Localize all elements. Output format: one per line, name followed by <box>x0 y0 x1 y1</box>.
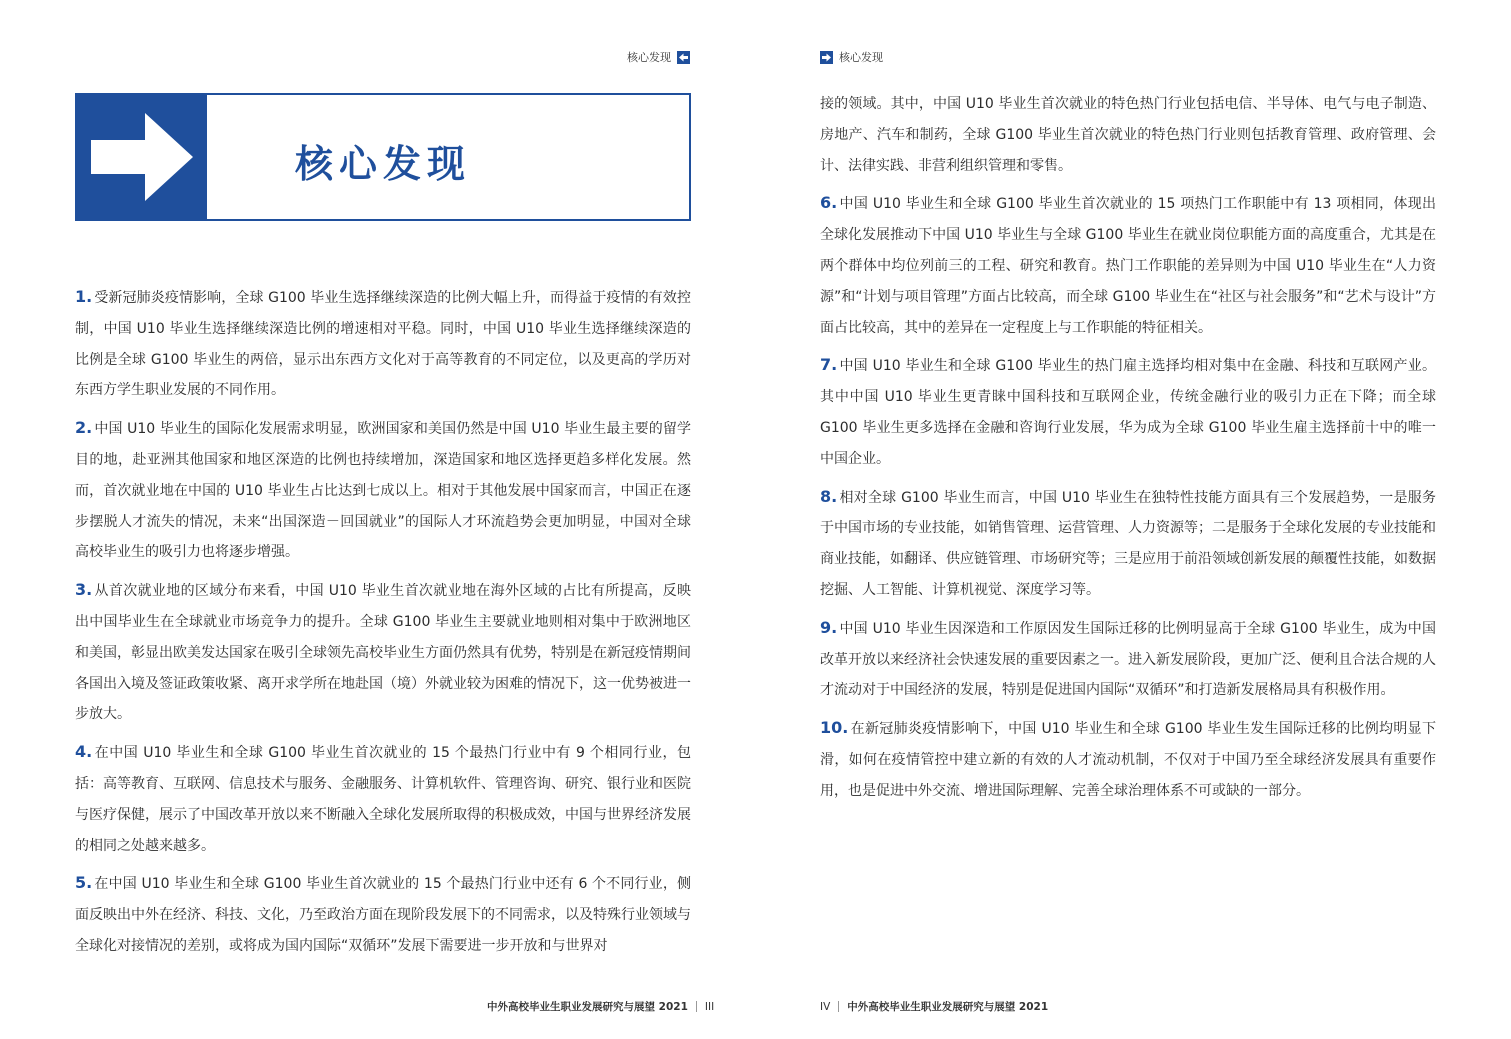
page-number: III <box>704 1000 715 1013</box>
findings-list-right <box>820 89 1436 814</box>
list-item <box>820 482 1436 606</box>
arrow-right-icon <box>77 95 207 219</box>
item-text: 中国 U10 毕业生因深造和工作原因发生国际迁移的比例明显高于全球 G100 毕业生，成为中国改革开放以来经济社会快速发展的重要因素之一。进入新发展阶段，更加广泛、便利且合法合规的人才流动对于中国经济的发展，特别是促进国内国际“双循环”和打造新发展格局具有积极作用。 <box>820 620 1436 699</box>
item-text: 受新冠肺炎疫情影响，全球 G100 毕业生选择继续深造的比例大幅上升，而得益于疫情的有效控制，中国 U10 毕业生选择继续深造比例的增速相对平稳。同时，中国 U10 毕业生选择继续深造的比例是全球 G100 毕业生的两倍，显示出东西方文化对于高等教育的不同定位，以及更高的学历对东西方学生职业发展的不同作用。 <box>75 290 691 399</box>
continuation-text: 接的领域。其中，中国 U10 毕业生首次就业的特色热门行业包括电信、半导体、电气与电子制造、房地产、汽车和制药，全球 G100 毕业生首次就业的特色热门行业则包括教育管理、政府管理、会计、法律实践、非营利组织管理和零售。 <box>820 96 1436 174</box>
page-footer-left <box>487 999 714 1014</box>
page-footer-right <box>820 999 1048 1014</box>
footer-divider <box>838 1001 839 1012</box>
running-header-right <box>820 49 883 65</box>
list-item <box>820 188 1436 343</box>
item-number: 8. <box>820 486 838 506</box>
running-header-text: 核心发现 <box>627 51 671 64</box>
footer-divider <box>696 1001 697 1012</box>
page-number: IV <box>820 1000 831 1013</box>
left-page <box>0 0 755 1039</box>
arrow-right-icon <box>820 51 833 64</box>
list-item <box>75 575 691 730</box>
list-item <box>75 413 691 568</box>
item-text: 在中国 U10 毕业生和全球 G100 毕业生首次就业的 15 个最热门行业中还有 6 个不同行业，侧面反映出中外在经济、科技、文化，乃至政治方面在现阶段发展下的不同需求，以及特殊行业领域与全球化对接情况的差别，或将成为国内国际“双循环”发展下需要进一步开放和与世界对 <box>75 876 691 954</box>
arrow-left-icon <box>677 51 690 64</box>
list-item <box>820 350 1436 474</box>
list-item <box>75 737 691 861</box>
item-text: 在新冠肺炎疫情影响下，中国 U10 毕业生和全球 G100 毕业生发生国际迁移的比例均明显下滑，如何在疫情管控中建立新的有效的人才流动机制，不仅对于中国乃至全球经济发展具有重要作用，也是促进中外交流、增进国际理解、完善全球治理体系不可或缺的一部分。 <box>820 721 1436 799</box>
item-text: 中国 U10 毕业生的国际化发展需求明显，欧洲国家和美国仍然是中国 U10 毕业生最主要的留学目的地，赴亚洲其他国家和地区深造的比例也持续增加，深造国家和地区选择更趋多样化发展。然而，首次就业地在中国的 U10 毕业生占比达到七成以上。相对于其他发展中国家而言，中国正在逐步摆脱人才流失的情况，未来“出国深造－回国就业”的国际人才环流趋势会更加明显，中国对全球高校毕业生的吸引力也将逐步增强。 <box>75 421 691 561</box>
item-number: 10. <box>820 718 849 738</box>
list-item <box>820 613 1436 706</box>
item-number: 7. <box>820 355 838 375</box>
footer-title: 中外高校毕业生职业发展研究与展望 2021 <box>847 1001 1049 1013</box>
footer-title: 中外高校毕业生职业发展研究与展望 2021 <box>487 1001 688 1013</box>
findings-list-left <box>75 282 691 969</box>
item-text: 从首次就业地的区域分布来看，中国 U10 毕业生首次就业地在海外区域的占比有所提高，反映出中国毕业生在全球就业市场竞争力的提升。全球 G100 毕业生主要就业地则相对集中于欧洲地区和美国，彰显出欧美发达国家在吸引全球领先高校毕业生方面仍然具有优势，特别是在新冠疫情期间各国出入境及签证政策收紧、离开求学所在地赴国（境）外就业较为困难的情况下，这一优势被进一步放大。 <box>75 583 691 723</box>
item-text: 相对全球 G100 毕业生而言，中国 U10 毕业生在独特性技能方面具有三个发展趋势，一是服务于中国市场的专业技能，如销售管理、运营管理、人力资源等；二是服务于全球化发展的专业技能和商业技能，如翻译、供应链管理、市场研究等；三是应用于前沿领域创新发展的颠覆性技能，如数据挖掘、人工智能、计算机视觉、深度学习等。 <box>820 489 1436 598</box>
chapter-banner <box>75 93 691 221</box>
page-title: 核心发现 <box>295 142 472 186</box>
item-text: 在中国 U10 毕业生和全球 G100 毕业生首次就业的 15 个最热门行业中有 9 个相同行业，包括：高等教育、互联网、信息技术与服务、金融服务、计算机软件、管理咨询、研究、银行业和医院与医疗保健，展示了中国改革开放以来不断融入全球化发展所取得的积极成效，中国与世界经济发展的相同之处越来越多。 <box>75 745 691 854</box>
item-text: 中国 U10 毕业生和全球 G100 毕业生的热门雇主选择均相对集中在金融、科技和互联网产业。其中中国 U10 毕业生更青睐中国科技和互联网企业，传统金融行业的吸引力正在下降；而全球 G100 毕业生更多选择在金融和咨询行业发展，华为成为全球 G100 毕业生雇主选择前十中的唯一中国企业。 <box>820 358 1436 467</box>
item-text: 中国 U10 毕业生和全球 G100 毕业生首次就业的 15 项热门工作职能中有 13 项相同，体现出全球化发展推动下中国 U10 毕业生与全球 G100 毕业生在就业岗位职能方面的高度重合，尤其是在两个群体中均位列前三的工程、研究和教育。热门工作职能的差异则为中国 U10 毕业生在“人力资源”和“计划与项目管理”方面占比较高，而全球 G100 毕业生在“社区与社会服务”和“艺术与设计”方面占比较高，其中的差异在一定程度上与工作职能的特征相关。 <box>820 196 1436 336</box>
item-number: 9. <box>820 617 838 637</box>
item-number: 5. <box>75 873 93 893</box>
list-item <box>75 868 691 961</box>
right-page <box>755 0 1511 1039</box>
banner-arrow-block <box>77 95 207 219</box>
item-number: 4. <box>75 742 93 762</box>
item-number: 3. <box>75 580 93 600</box>
item-number: 6. <box>820 193 838 213</box>
running-header-text: 核心发现 <box>839 51 883 64</box>
item-number: 2. <box>75 418 93 438</box>
list-item <box>75 282 691 406</box>
list-item <box>820 713 1436 806</box>
running-header-left <box>627 49 690 65</box>
item-number: 1. <box>75 287 93 306</box>
